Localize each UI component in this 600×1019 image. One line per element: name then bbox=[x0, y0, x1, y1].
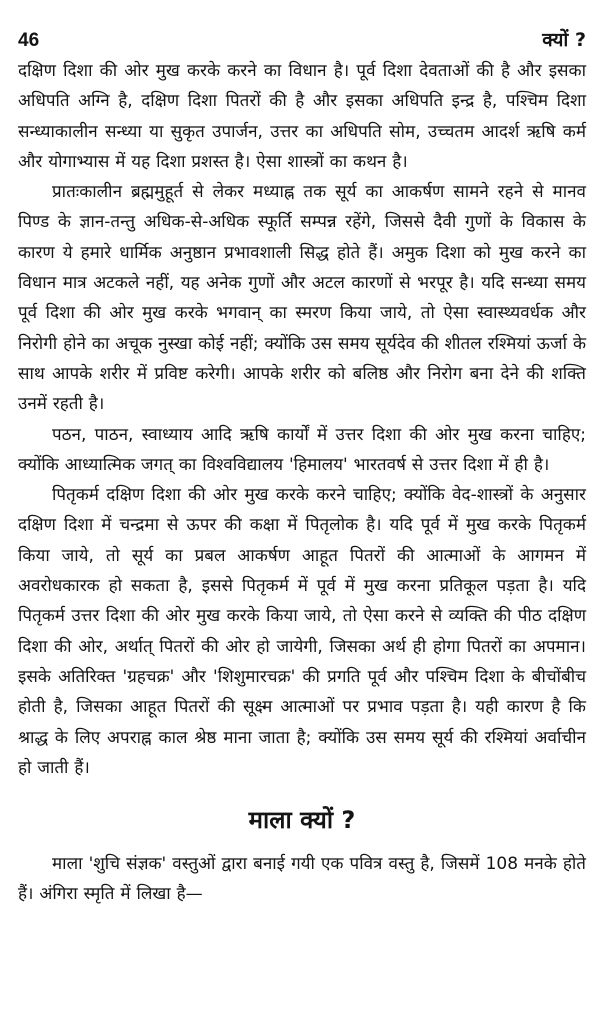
paragraph: पितृकर्म दक्षिण दिशा की ओर मुख करके करने चाहिए; क्योंकि वेद-शास्त्रों के अनुसार दक्षिण दिशा में चन्द्रमा से ऊपर की कक्षा में पितृलोक है। यदि पूर्व में मुख करके पितृकर्म किया जाये, तो सूर्य का प्रबल आकर्षण आहूत पितरों की आत्माओं के आगमन में अवरोधकारक हो सकता है, इससे पितृकर्म में पूर्व में मुख करना प्रतिकूल पड़ता है। यदि पितृकर्म उत्तर दिशा की ओर मुख करके किया जाये, तो ऐसा करने से व्यक्ति की पीठ दक्षिण दिशा की ओर, अर्थात् पितरों की ओर हो जायेगी, जिसका अर्थ ही होगा पितरों का अपमान। इसके अतिरिक्त 'ग्रहचक्र' और 'शिशुमारचक्र' की प्रगति पूर्व और पश्चिम दिशा के बीचोंबीच होती है, जिसका आहूत पितरों की सूक्ष्म आत्माओं पर प्रभाव पड़ता है। यही कारण है कि श्राद्ध के लिए अपराह्न काल श्रेष्ठ माना जाता है; क्योंकि उस समय सूर्य की रश्मियां अर्वाचीन हो जाती हैं। bbox=[18, 485, 586, 778]
paragraph: पठन, पाठन, स्वाध्याय आदि ऋषि कार्यों में उत्तर दिशा की ओर मुख करना चाहिए; क्योंकि आध्यात्मिक जगत् का विश्वविद्यालय 'हिमालय' भारतवर्ष से उत्तर दिशा में ही है। bbox=[18, 424, 586, 475]
paragraph: प्रातःकालीन ब्रह्ममुहूर्त से लेकर मध्याह्न तक सूर्य का आकर्षण सामने रहने से मानव पिण्ड के ज्ञान-तन्तु अधिक-से-अधिक स्फूर्ति सम्पन्न रहेंगे, जिससे दैवी गुणों के विकास के कारण ये हमारे धार्मिक अनुष्ठान प्रभावशाली सिद्ध होते हैं। अमुक दिशा को मुख करने का विधान मात्र अटकले नहीं, यह अनेक गुणों और अटल कारणों से भरपूर है। यदि सन्ध्या समय पूर्व दिशा की ओर मुख करके भगवान् का स्मरण किया जाये, तो ऐसा स्वास्थ्यवर्धक और निरोगी होने का अचूक नुस्खा कोई नहीं; क्योंकि उस समय सूर्यदेव की शीतल रश्मियां ऊर्जा के साथ आपके शरीर में प्रविष्ट करेगी। आपके शरीर को बलिष्ठ और निरोग बना देने की शक्ति उनमें रहती है। bbox=[18, 182, 586, 415]
body-text bbox=[18, 56, 586, 783]
running-title: क्यों ? bbox=[542, 29, 586, 51]
paragraph: दक्षिण दिशा की ओर मुख करके करने का विधान है। पूर्व दिशा देवताओं की है और इसका अधिपति अग्नि है, दक्षिण दिशा पितरों की है और इसका अधिपति इन्द्र है, पश्चिम दिशा सन्ध्याकालीन सन्ध्या या सुकृत उपार्जन, उत्तर का अधिपति सोम, उच्चतम आदर्श ऋषि कर्म और योगाभ्यास में यह दिशा प्रशस्त है। ऐसा शास्त्रों का कथन है। bbox=[18, 61, 586, 172]
page-number: 46 bbox=[18, 30, 40, 51]
page-header bbox=[18, 26, 586, 56]
section-paragraph: माला 'शुचि संज्ञक' वस्तुओं द्वारा बनाई गयी एक पवित्र वस्तु है, जिसमें 108 मनके होते हैं। अंगिरा स्मृति में लिखा है— bbox=[18, 854, 586, 905]
section-heading: माला क्यों ? bbox=[248, 806, 356, 835]
